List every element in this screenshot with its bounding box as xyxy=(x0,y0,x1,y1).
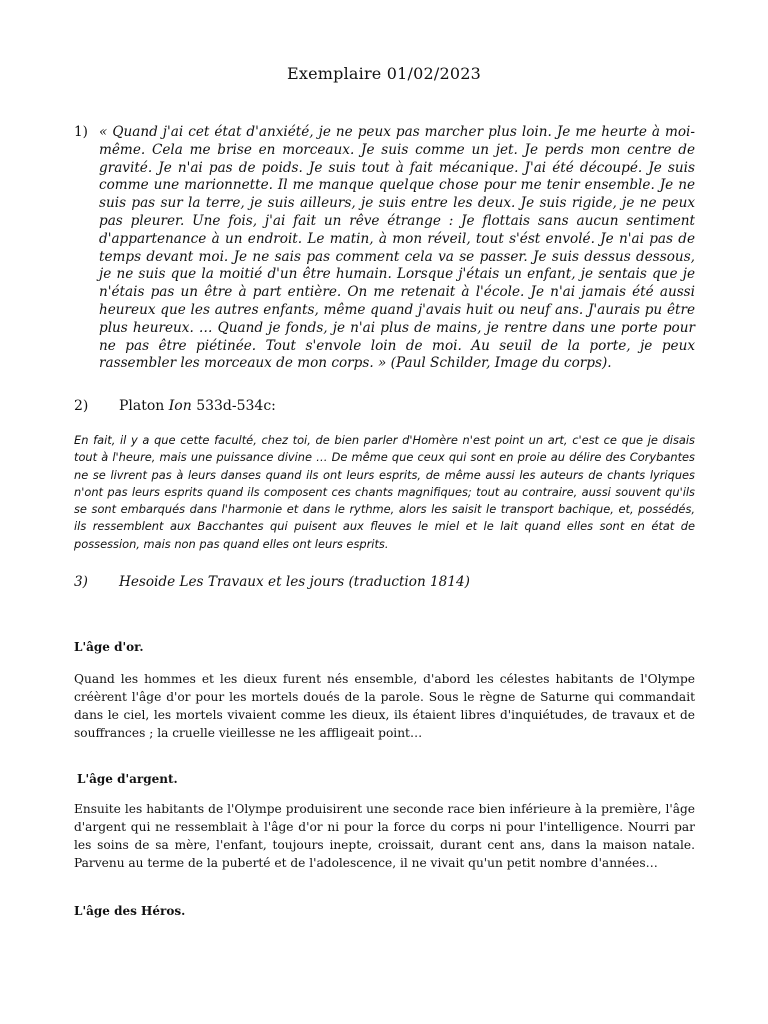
page-title: Exemplaire 01/02/2023 xyxy=(287,64,481,83)
section-1-quote: « Quand j'ai cet état d'anxiété, je ne peux pas marcher plus loin. Je me heurte à moi-même. Cela me brise en morceaux. Je suis comme un jet. Je perds mon centre de gravité. Je n'ai pas de poids. Je suis tout à fait mécanique. J'ai été découpé. Je suis comme une marionnette. Il me manque quelque chose pour me tenir ensemble. Je ne suis pas sur la terre, je suis ailleurs, je suis entre les deux. Je suis rigide, je ne peux pas pleurer. Une fois, j'ai fait un rêve étrange : Je flottais sans aucun sentiment d'appartenance à un endroit. Le matin, à mon réveil, tout s'ést envolé. Je n'ai pas de temps devant moi. Je ne sais pas comment cela va se passer. Je suis dessus dessous, je ne suis que la moitié d'un être humain. Lorsque j'étais un enfant, je sentais que je n'étais pas un être à part entière. On me retenait à l'école. Je n'ai jamais été aussi heureux que les autres enfants, même quand j'avais huit ou neuf ans. J'aurais pu être plus heureux. … Quand je fonds, je n'ai plus de mains, je rentre dans une porte pour ne pas être piétinée. Tout s'envole loin de moi. Au seuil de la porte, je peux rassembler les morceaux de mon corps. » (Paul Schilder, Image du corps). xyxy=(99,124,695,372)
section-2-number: 2) xyxy=(74,398,89,414)
paragraph-age-argent: Ensuite les habitants de l'Olympe produisirent une seconde race bien inférieure à la première, l'âge d'argent qui ne ressemblait à l'âge d'or ni pour la force du corps ni pour l'intelligence. Nourri par les soins de sa mère, l'enfant, toujours inepte, croissait, durant cent ans, dans la maison natale. Parvenu au terme de la puberté et de l'adolescence, il ne vivait qu'un petit nombre d'années… xyxy=(74,802,695,870)
section-3-heading xyxy=(74,574,470,590)
section-2-work-title: Ion xyxy=(168,398,192,414)
section-1-number: 1) xyxy=(74,124,88,140)
heading-age-or: L'âge d'or. xyxy=(74,640,144,654)
heading-age-argent: L'âge d'argent. xyxy=(77,772,178,786)
section-3-number: 3) xyxy=(74,574,88,590)
section-2-heading xyxy=(74,398,276,414)
section-2-author: Platon xyxy=(119,398,169,414)
section-2-reference: 533d-534c: xyxy=(191,398,276,414)
section-1 xyxy=(74,124,695,373)
section-3-title: Hesoide Les Travaux et les jours (traduction 1814) xyxy=(119,574,470,590)
paragraph-age-or: Quand les hommes et les dieux furent nés ensemble, d'abord les célestes habitants de l'Olympe créèrent l'âge d'or pour les mortels doués de la parole. Sous le règne de Saturne qui commandait dans le ciel, les mortels vivaient comme les dieux, ils étaient libres d'inquiétudes, de travaux et de souffrances ; la cruelle vieillesse ne les affligeait point… xyxy=(74,672,695,740)
section-2-quote: En fait, il y a que cette faculté, chez toi, de bien parler d'Homère n'est point un art, c'est ce que je disais tout à l'heure, mais une puissance divine … De même que ceux qui sont en proie au délire des Corybantes ne se livrent pas à leurs danses quand ils ont leurs esprits, de même aussi les auteurs de chants lyriques n'ont pas leurs esprits quand ils composent ces chants magnifiques; tout au contraire, aussi souvent qu'ils se sont embarqués dans l'harmonie et dans le rythme, alors les saisit le transport bachique, et, possédés, ils ressemblent aux Bacchantes qui puisent aux fleuves le miel et le lait quand elles sont en état de possession, mais non pas quand elles ont leurs esprits. xyxy=(74,433,695,551)
heading-age-heros: L'âge des Héros. xyxy=(74,904,186,918)
